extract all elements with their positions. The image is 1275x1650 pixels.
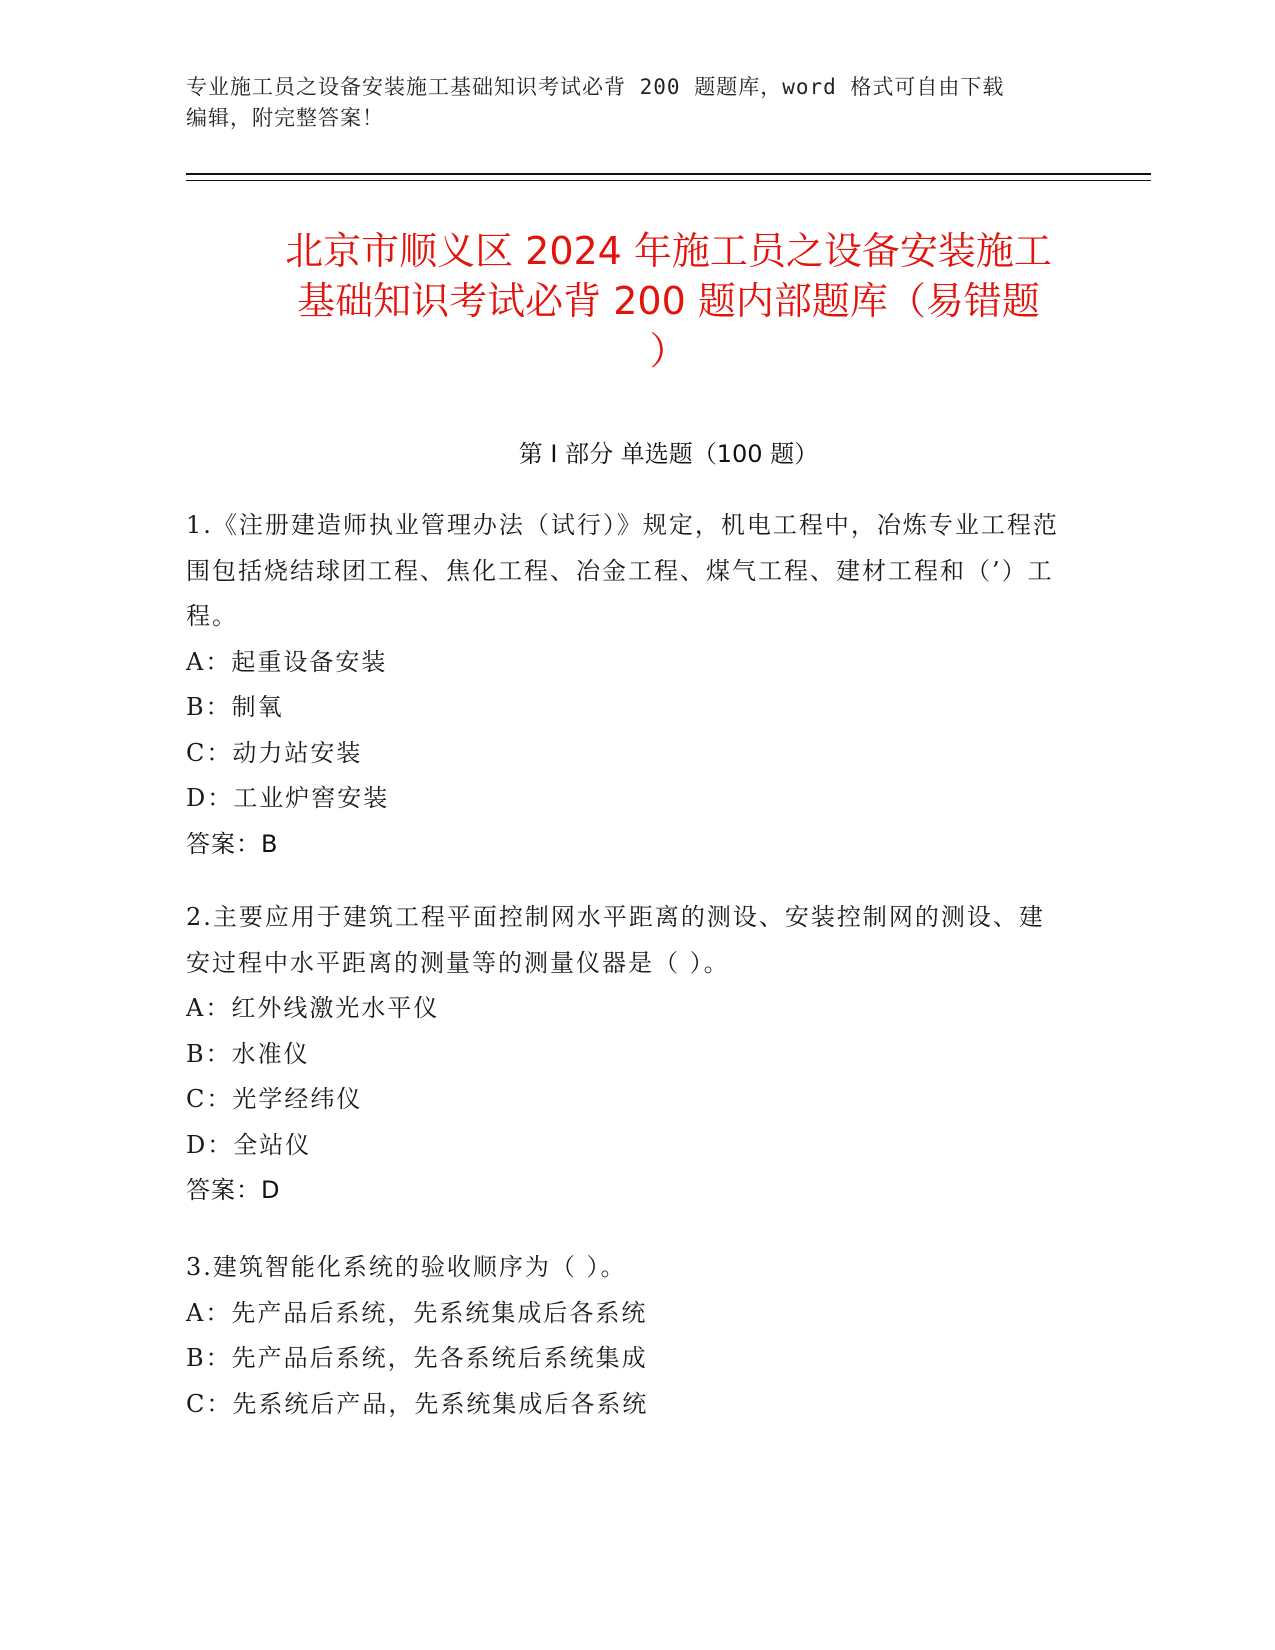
option-b: B：制氧 <box>186 693 284 721</box>
question-2 <box>186 895 1066 1214</box>
title-line-3: ） <box>649 329 688 373</box>
document-title <box>186 226 1151 376</box>
option-b: B：水准仪 <box>186 1039 310 1068</box>
header-divider-thin <box>186 180 1151 181</box>
section-heading: 第 I 部分 单选题（100 题） <box>518 440 819 468</box>
answer: 答案：B <box>186 829 279 858</box>
option-a: A：先产品后系统，先系统集成后各系统 <box>186 1298 648 1327</box>
header-divider-thick <box>186 173 1151 175</box>
option-a: A：起重设备安装 <box>186 647 388 676</box>
header-line-1: 专业施工员之设备安装施工基础知识考试必背 200 题题库，word 格式可自由下载 <box>186 75 1005 99</box>
question-3 <box>186 1245 1066 1427</box>
answer: 答案：D <box>186 1176 281 1204</box>
title-line-1: 北京市顺义区 2024 年施工员之设备安装施工 <box>285 229 1052 273</box>
header-line-2: 编辑，附完整答案！ <box>186 106 384 130</box>
question-1 <box>186 503 1066 867</box>
option-c: C：光学经纬仪 <box>186 1085 363 1113</box>
option-d: D：全站仪 <box>186 1130 312 1159</box>
option-a: A：红外线激光水平仪 <box>186 994 440 1022</box>
option-d: D：工业炉窖安装 <box>186 784 390 812</box>
option-b: B：先产品后系统，先各系统后系统集成 <box>186 1344 648 1372</box>
title-line-2: 基础知识考试必背 200 题内部题库（易错题 <box>297 279 1040 323</box>
question-text: 3.建筑智能化系统的验收顺序为（ ）。 <box>186 1253 627 1281</box>
option-c: C：动力站安装 <box>186 738 363 767</box>
question-text: 2.主要应用于建筑工程平面控制网水平距离的测设、安装控制网的测设、建安过程中水平距离的测量等的测量仪器是（ ）。 <box>186 903 1045 977</box>
question-text: 1.《注册建造师执业管理办法（试行）》规定，机电工程中，冶炼专业工程范围包括烧结球团工程、焦化工程、冶金工程、煤气工程、建材工程和（’）工程。 <box>186 511 1059 630</box>
document-header <box>186 72 1066 134</box>
option-c: C：先系统后产品，先系统集成后各系统 <box>186 1389 649 1418</box>
